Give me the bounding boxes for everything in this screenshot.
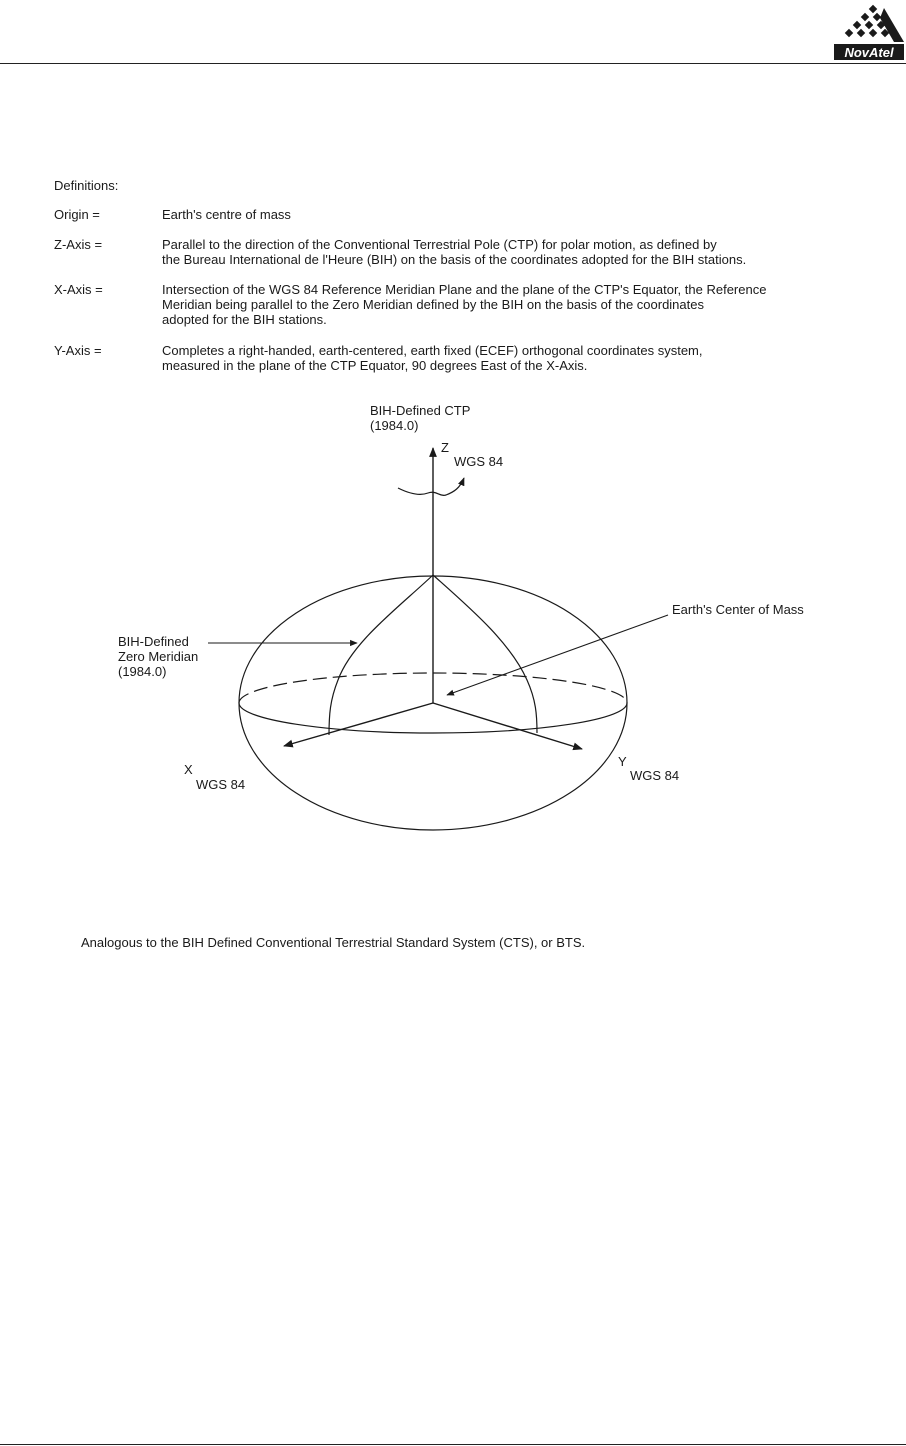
z-axis-sublabel: WGS 84: [454, 454, 504, 469]
y-axis-sublabel: WGS 84: [630, 768, 680, 783]
wgs84-diagram: [0, 390, 906, 840]
x-axis-sublabel: WGS 84: [196, 777, 246, 792]
x-axis-line: adopted for the BIH stations.: [162, 312, 327, 327]
footnote: Analogous to the BIH Defined Conventional Terrestrial Standard System (CTS), or BTS.: [81, 935, 586, 950]
z-axis-label: Z: [441, 440, 449, 455]
z-axis-term: Z-Axis =: [54, 237, 103, 252]
footer-rule: [0, 1444, 906, 1445]
x-axis-term: X-Axis =: [54, 282, 103, 297]
ctp-label-line: BIH-Defined CTP: [370, 403, 471, 418]
z-axis-definition: [162, 237, 746, 267]
rotation-arrow: [398, 478, 464, 495]
x-axis-label: X: [184, 762, 193, 777]
novatel-logo: [824, 2, 904, 62]
center-of-mass-label: Earth's Center of Mass: [672, 602, 804, 617]
x-axis-arrow: [284, 703, 433, 746]
x-axis-line: Meridian being parallel to the Zero Meridian defined by the BIH on the basis of the coordinates: [162, 297, 704, 312]
y-axis-label: Y: [618, 754, 627, 769]
zero-meridian: [329, 575, 433, 735]
y-axis-term: Y-Axis =: [54, 343, 102, 358]
y-axis-definition: [162, 343, 703, 373]
center-of-mass-leader: [447, 615, 668, 695]
y-meridian: [433, 575, 537, 733]
origin-line: Earth's centre of mass: [162, 207, 291, 222]
x-axis-definition: [162, 282, 766, 327]
zero-meridian-label-line: (1984.0): [118, 664, 167, 679]
equator-front: [239, 703, 627, 733]
zero-meridian-label-line: BIH-Defined: [118, 634, 189, 649]
z-axis-line: Parallel to the direction of the Conventional Terrestrial Pole (CTP) for polar motion, as defined by: [162, 237, 717, 252]
y-axis-line: Completes a right-handed, earth-centered, earth fixed (ECEF) orthogonal coordinates system,: [162, 343, 703, 358]
zero-meridian-label-line: Zero Meridian: [118, 649, 199, 664]
header-rule: [0, 63, 906, 64]
definitions-heading: Definitions:: [54, 178, 119, 193]
origin-term: Origin =: [54, 207, 100, 222]
ctp-label-line: (1984.0): [370, 418, 419, 433]
logo-text: NovAtel: [844, 45, 894, 60]
x-axis-line: Intersection of the WGS 84 Reference Meridian Plane and the plane of the CTP's Equator, the Reference: [162, 282, 767, 297]
origin-definition: [162, 207, 291, 222]
y-axis-line: measured in the plane of the CTP Equator, 90 degrees East of the X-Axis.: [162, 358, 588, 373]
z-axis-line: the Bureau International de l'Heure (BIH) on the basis of the coordinates adopted for the BIH stations.: [162, 252, 747, 267]
